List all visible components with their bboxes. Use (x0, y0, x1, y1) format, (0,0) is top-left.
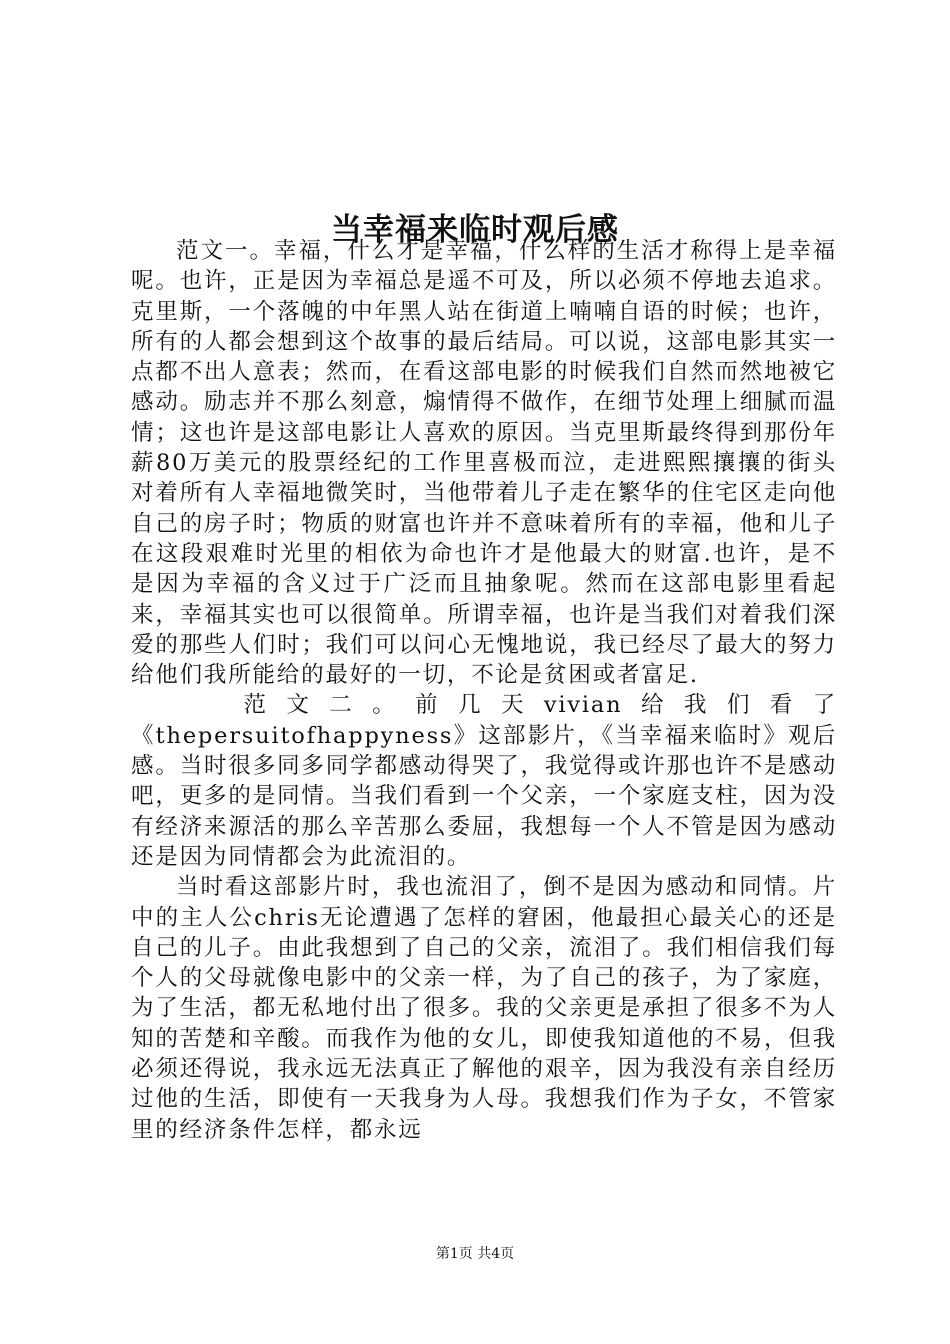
document-body (131, 236, 837, 1145)
page-footer: 第1页 共4页 (435, 1246, 515, 1262)
page-title: 当幸福来临时观后感 (331, 211, 619, 248)
paragraph-2-heading: 范文二。前几天vivian给我们看了 (243, 692, 837, 719)
paragraph-3: 当时看这部影片时，我也流泪了，倒不是因为感动和同情。片中的主人公chris无论遭遇了怎样的窘困，他最担心最关心的还是自己的儿子。由此我想到了自己的父亲，流泪了。我们相信我们每个人的父母就像电影中的父亲一样，为了自己的孩子，为了家庭，为了生活，都无私地付出了很多。我的父亲更是承担了很多不为人知的苦楚和辛酸。而我作为他的女儿，即使我知道他的不易，但我必须还得说，我永远无法真正了解他的艰辛，因为我没有亲自经历过他的生活，即使有一天我身为人母。我想我们作为子女，不管家里的经济条件怎样，都永远 (131, 874, 837, 1143)
paragraph-1: 范文一。幸福，什么才是幸福，什么样的生活才称得上是幸福呢。也许，正是因为幸福总是遥不可及，所以必须不停地去追求。克里斯，一个落魄的中年黑人站在街道上喃喃自语的时候；也许，所有的人都会想到这个故事的最后结局。可以说，这部电影其实一点都不出人意表；然而，在看这部电影的时候我们自然而然地被它感动。励志并不那么刻意，煽情得不做作，在细节处理上细腻而温情；这也许是这部电影让人喜欢的原因。当克里斯最终得到那份年薪80万美元的股票经纪的工作里喜极而泣，走进熙熙攘攘的街头对着所有人幸福地微笑时，当他带着儿子走在繁华的住宅区走向他自己的房子时；物质的财富也许并不意味着所有的幸福，他和儿子在这段艰难时光里的相依为命也许才是他最大的财富.也许，是不是因为幸福的含义过于广泛而且抽象呢。然而在这部电影里看起来，幸福其实也可以很简单。所谓幸福，也许是当我们对着我们深爱的那些人们时；我们可以问心无愧地说，我已经尽了最大的努力给他们我所能给的最好的一切，不论是贫困或者富足. (131, 238, 837, 689)
paragraph-2: 《thepersuitofhappyness》这部影片，《当幸福来临时》观后感。当时很多同多同学都感动得哭了，我觉得或许那也许不是感动吧，更多的是同情。当我们看到一个父亲，一个家庭支柱，因为没有经济来源活的那么辛苦那么委屈，我想每一个人不管是因为感动还是因为同情都会为此流泪的。 (131, 722, 837, 870)
